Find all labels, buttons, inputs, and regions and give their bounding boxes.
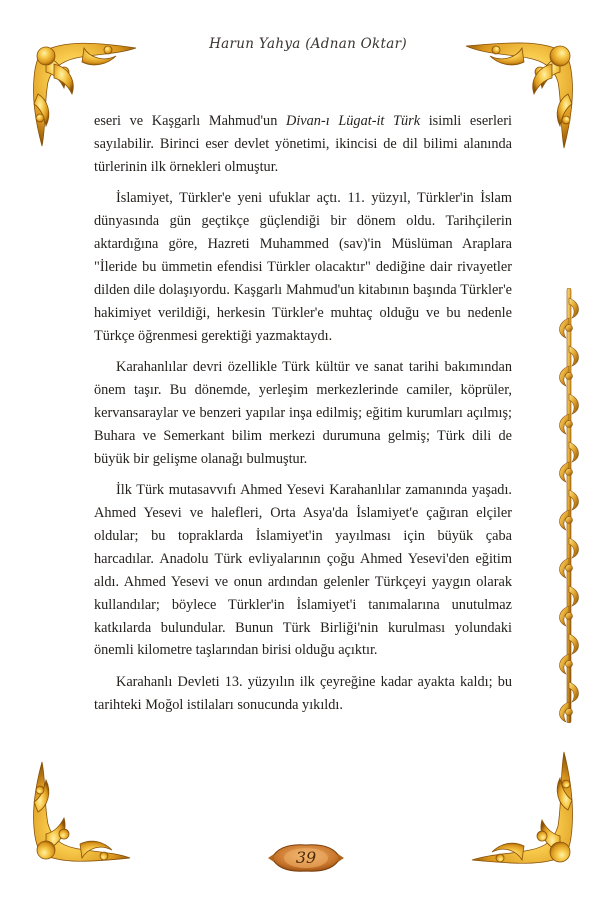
ornate-corner-bottom-right-icon xyxy=(468,748,580,872)
page-number: 39 xyxy=(295,848,317,867)
body-text xyxy=(94,110,512,725)
page-number-badge xyxy=(268,842,344,874)
book-title-italic: Divan-ı Lügat-it Türk xyxy=(286,113,421,129)
paragraph-5: Karahanlı Devleti 13. yüzyılın ilk çeyreğine kadar ayakta kaldı; bu tarihteki Moğol istilaları sonucunda yıkıldı. xyxy=(94,673,512,713)
running-header: Harun Yahya (Adnan Oktar) xyxy=(209,36,407,52)
paragraph-3: Karahanlılar devri özellikle Türk kültür ve sanat tarihi bakımından önem taşır. Bu dönemde, yerleşim merkezlerinde camiler, köprüler, kervansaraylar ve benzeri yapılar inşa edilmiş; eğitim kurumları açılmış; Buhara ve Semerkant bilim merkezi durumuna gelmiş; Türk dili de büyük bir gelişme olanağı bulmuştur. xyxy=(94,359,512,467)
ornate-vine-right-border-icon xyxy=(554,288,584,723)
paragraph-1: eseri ve Kaşgarlı Mahmud'un Divan-ı Lügat-it Türk isimli eserleri sayılabilir. Birinci eser devlet yönetimi, ikincisi de dil bilimi alanında türlerinin ilk örnekleri olmuştur. xyxy=(94,113,512,175)
paragraph-2: İslamiyet, Türkler'e yeni ufuklar açtı. 11. yüzyıl, Türkler'in İslam dünyasında gün geçtikçe güçlendiği bir dönem oldu. Tarihçilerin aktardığına göre, Hazreti Muhammed (sav)'in Müslüman Araplara "İleride bu ümmetin efendisi Türkler olacaktır" dediğine dair rivayetler dilden dile dolaşıyordu. Kaşgarlı Mahmud'un kitabının başında Türkler'e hakimiyet verildiği, herkesin Türkler'e muhtaç olduğu ve bu nedenle Türkçe öğrenmesi gerektiği yazmaktaydı. xyxy=(94,190,512,344)
ornate-corner-bottom-left-icon xyxy=(26,758,134,870)
paragraph-4: İlk Türk mutasavvıfı Ahmed Yesevi Karahanlılar zamanında yaşadı. Ahmed Yesevi ve halefleri, Orta Asya'da İslamiyet'e çağıran elçiler oldular; bu topraklarda İslamiyet'in yayılması için büyük çaba harcadılar. Anadolu Türk evliyalarının çoğu Ahmed Yesevi'den eğitim aldı. Ahmed Yesevi ve onun ardından gelenler Türkçeyi yaygın olarak kullandılar; böylece Türkler'in İslamiyet'i tanımalarına unutulmaz katkılarda bulundular. Bunun Türk Birliği'nin kurulması yolundaki önemli kilometre taşlarından birisi olduğu açıktır. xyxy=(94,482,512,659)
